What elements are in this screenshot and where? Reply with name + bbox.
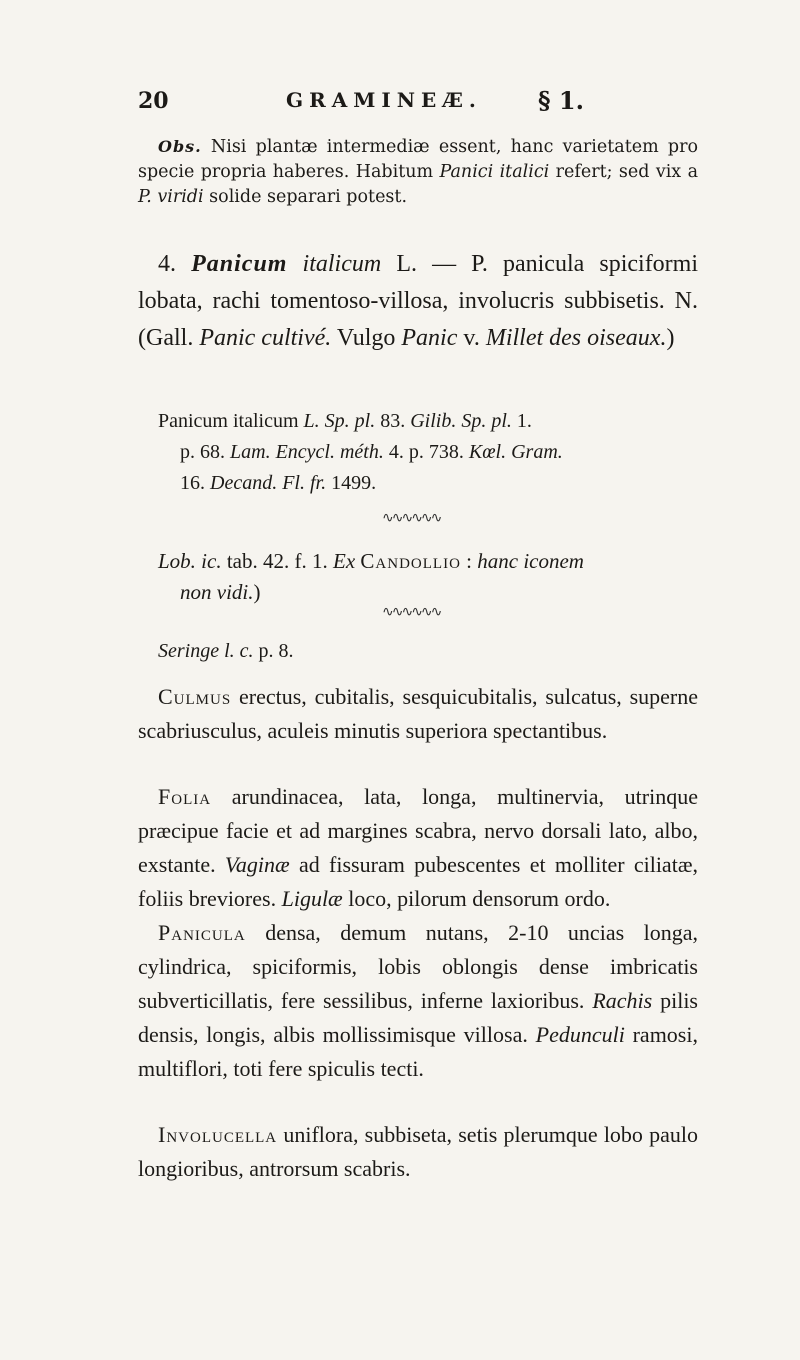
ref-text: 83. <box>375 410 411 432</box>
entry-italic: Panic <box>401 325 458 351</box>
folia-text: loco, pilorum densorum ordo. <box>342 886 611 911</box>
culmus-text: erectus, cubitalis, sesquicubitalis, sulcatus, superne scabriusculus, aculeis minutis superiora spectantibus. <box>138 684 698 743</box>
page-header <box>138 88 698 118</box>
observation-paragraph <box>138 134 698 210</box>
ref-text: 4. p. 738. <box>383 441 469 463</box>
entry-text: Vulgo <box>331 325 402 351</box>
running-title: GRAMINEÆ. <box>286 88 482 112</box>
lob-italic: non vidi. <box>180 580 254 604</box>
folia-label: Folia <box>158 784 212 809</box>
ref-line <box>158 406 698 437</box>
ref-line <box>158 468 698 499</box>
entry-italic: Millet des oiseaux. <box>485 325 667 351</box>
involucella-description <box>138 1118 698 1186</box>
obs-italic: P. viridi <box>138 187 204 207</box>
ref-italic: Kœl. Gram. <box>468 441 563 463</box>
ref-text: p. 68. <box>180 441 230 463</box>
seringe-reference <box>138 636 698 666</box>
entry-italic: Panic cultivé. <box>199 325 332 351</box>
panicula-description <box>138 916 698 1086</box>
page-number: 20 <box>138 88 169 114</box>
lob-line <box>158 546 698 577</box>
lob-text: ) <box>253 580 261 604</box>
lob-text: : <box>460 549 478 573</box>
entry-text: v. <box>457 325 486 351</box>
ref-text: 16. <box>180 472 210 494</box>
folia-text: ad fissuram pubescentes et molliter ciliatæ, foliis breviores. <box>138 852 698 911</box>
ref-italic: Lam. Encycl. méth. <box>230 441 384 463</box>
lob-text: tab. 42. f. 1. <box>221 549 333 573</box>
entry-diagnosis: L. — P. panicula spiciformi lobata, rachi tomentoso-villosa, involucris subbisetis. N. (Gall. <box>138 251 699 351</box>
seringe-italic: Seringe l. c. <box>158 640 254 662</box>
panicula-italic: Pedunculi <box>535 1022 625 1047</box>
iconography-reference <box>138 546 698 608</box>
lob-italic: Ex <box>333 549 356 573</box>
ref-text: Panicum italicum <box>158 410 304 432</box>
obs-text: Nisi plantæ intermediæ essent, hanc varietatem pro specie propria haberes. Habitum <box>138 137 698 182</box>
section-marker: § 1. <box>538 86 584 115</box>
panicula-italic: Rachis <box>592 988 653 1013</box>
ref-text: 1499. <box>326 472 377 494</box>
species-name: italicum <box>287 251 382 277</box>
ref-italic: Gilib. Sp. pl. <box>410 410 512 432</box>
involucella-label: Involucella <box>158 1122 278 1147</box>
lob-italic: hanc iconem <box>477 549 584 573</box>
panicula-text: densa, demum nutans, 2-10 uncias longa, cylindrica, spiciformis, lobis oblongis dense imbricatis subverticillatis, fere sessilibus, inferne laxioribus. <box>138 920 698 1013</box>
genus-name: Panicum <box>191 251 288 277</box>
ref-italic: Decand. Fl. fr. <box>210 472 327 494</box>
obs-text: solide separari potest. <box>203 187 408 207</box>
author-name: Candollio <box>360 549 461 573</box>
panicula-text: pilis densis, longis, albis mollissimisque villosa. <box>138 988 698 1047</box>
ref-text: 1. <box>511 410 532 432</box>
folia-text: arundinacea, lata, longa, multinervia, utrinque præcipue facie et ad margines scabra, nervo dorsali lato, albo, exstante. <box>138 784 698 877</box>
ornament-divider: ∿∿∿∿∿∿ <box>382 510 441 526</box>
synonymy-references <box>138 406 698 499</box>
species-entry <box>138 246 698 357</box>
culmus-label: Culmus <box>158 684 232 709</box>
entry-number: 4. <box>158 251 192 277</box>
folia-italic: Ligulæ <box>281 886 343 911</box>
involucella-text: uniflora, subbiseta, setis plerumque lobo paulo longioribus, antrorsum scabris. <box>138 1122 698 1181</box>
folia-italic: Vaginæ <box>224 852 290 877</box>
panicula-text: ramosi, multiflori, toti fere spiculis tecti. <box>138 1022 698 1081</box>
ornament-divider: ∿∿∿∿∿∿ <box>382 604 441 620</box>
entry-text: ) <box>666 325 675 351</box>
obs-italic: Panici italici <box>439 162 550 182</box>
ref-italic: L. Sp. pl. <box>303 410 376 432</box>
seringe-text: p. 8. <box>253 640 294 662</box>
ref-line <box>158 437 698 468</box>
culmus-description <box>138 680 698 748</box>
panicula-label: Panicula <box>158 920 246 945</box>
folia-description <box>138 780 698 916</box>
obs-text: refert; sed vix a <box>549 162 699 182</box>
obs-label: Obs. <box>158 137 202 156</box>
lob-italic: Lob. ic. <box>158 549 222 573</box>
